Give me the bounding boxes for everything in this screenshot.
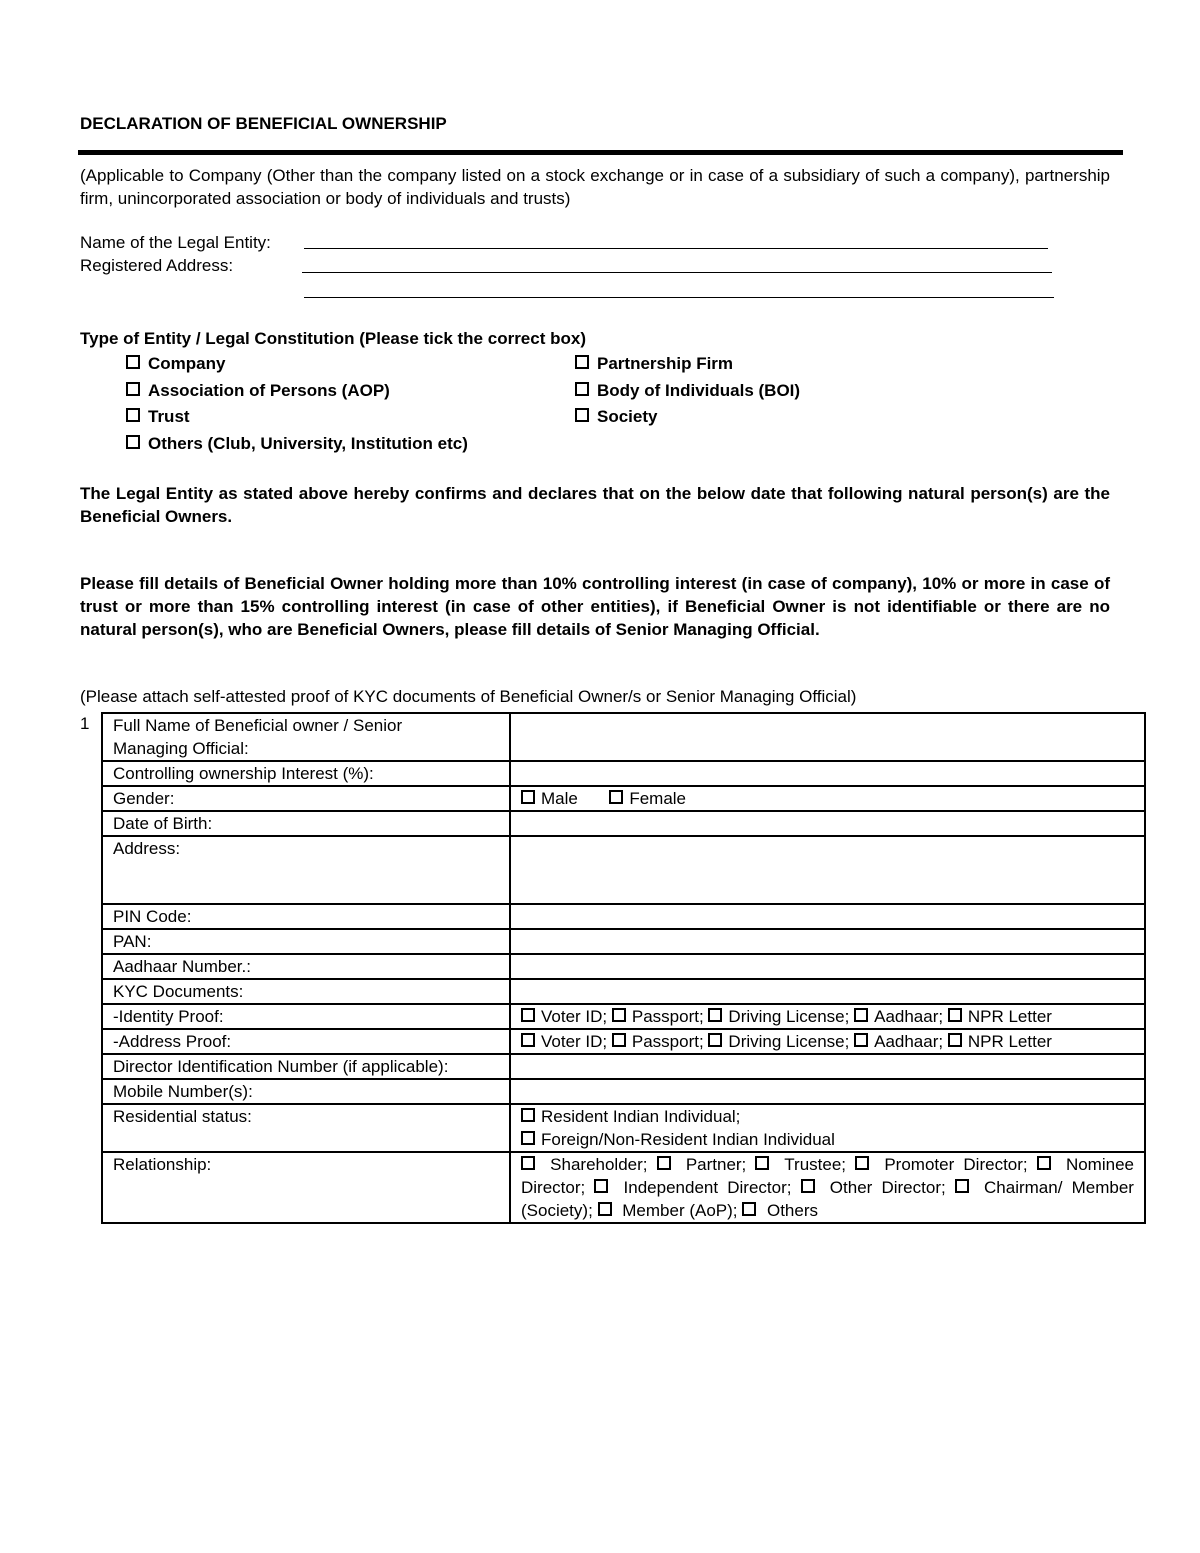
proof-option[interactable]: Aadhaar;: [854, 1007, 943, 1026]
pan-label: PAN:: [102, 929, 510, 954]
checkbox-icon[interactable]: [521, 1156, 535, 1170]
checkbox-icon[interactable]: [594, 1179, 608, 1193]
table-row: [102, 979, 1145, 1004]
relationship-option[interactable]: Other Director;: [801, 1178, 946, 1197]
full-name-input[interactable]: [510, 713, 1145, 761]
checkbox-icon[interactable]: [1037, 1156, 1051, 1170]
legal-entity-label: Name of the Legal Entity:: [80, 233, 271, 252]
instructions-text: Please fill details of Beneficial Owner holding more than 10% controlling interest (in case of company), 10% or more in case of trust or more than 15% controlling interest (in case of other entities), if Beneficial Owner is not identifiable or there are no natural person(s), who are Beneficial Owners, please fill details of Senior Managing Official.: [80, 574, 1110, 639]
din-label: Director Identification Number (if applicable):: [102, 1054, 510, 1079]
checkbox-icon[interactable]: [598, 1202, 612, 1216]
checkbox-icon[interactable]: [126, 408, 140, 422]
proof-option[interactable]: Passport;: [612, 1032, 704, 1051]
checkbox-icon[interactable]: [755, 1156, 769, 1170]
table-row: [102, 1029, 1145, 1054]
controlling-interest-label: Controlling ownership Interest (%):: [102, 761, 510, 786]
mobile-input[interactable]: [510, 1079, 1145, 1104]
kyc-label: KYC Documents:: [102, 979, 510, 1004]
aadhaar-input[interactable]: [510, 954, 1145, 979]
checkbox-icon[interactable]: [948, 1008, 962, 1022]
identity-proof-options: [510, 1004, 1145, 1029]
table-row: [102, 954, 1145, 979]
applicability-text: (Applicable to Company (Other than the company listed on a stock exchange or in case of a subsidiary of such a company), partnership firm, unincorporated association or body of individuals and trusts): [80, 166, 1110, 208]
checkbox-icon[interactable]: [708, 1033, 722, 1047]
address-input[interactable]: [510, 836, 1145, 904]
identity-proof-label: -Identity Proof:: [102, 1004, 510, 1029]
checkbox-icon[interactable]: [575, 355, 589, 369]
option-boi[interactable]: Body of Individuals (BOI): [575, 381, 800, 401]
table-row: [102, 1004, 1145, 1029]
proof-option[interactable]: Voter ID;: [521, 1007, 607, 1026]
checkbox-icon[interactable]: [955, 1179, 969, 1193]
entity-type-heading: Type of Entity / Legal Constitution (Please tick the correct box): [80, 329, 586, 348]
proof-option[interactable]: Driving License;: [708, 1032, 849, 1051]
table-row: [102, 1054, 1145, 1079]
aadhaar-label: Aadhaar Number.:: [102, 954, 510, 979]
checkbox-icon[interactable]: [575, 382, 589, 396]
proof-option[interactable]: Voter ID;: [521, 1032, 607, 1051]
checkbox-icon[interactable]: [801, 1179, 815, 1193]
checkbox-icon[interactable]: [854, 1033, 868, 1047]
registered-address-input-line-2[interactable]: [304, 297, 1054, 298]
checkbox-icon[interactable]: [126, 382, 140, 396]
relationship-option[interactable]: Promoter Director;: [855, 1155, 1027, 1174]
proof-option[interactable]: Driving License;: [708, 1007, 849, 1026]
checkbox-icon[interactable]: [521, 1033, 535, 1047]
gender-female-option[interactable]: Female: [609, 789, 686, 808]
table-row: [102, 786, 1145, 811]
attach-note: (Please attach self-attested proof of KYC documents of Beneficial Owner/s or Senior Managing Official): [80, 687, 857, 706]
legal-entity-row: [80, 231, 271, 254]
table-row: [102, 1152, 1145, 1223]
checkbox-icon[interactable]: [521, 790, 535, 804]
checkbox-icon[interactable]: [521, 1008, 535, 1022]
dob-input[interactable]: [510, 811, 1145, 836]
address-proof-label: -Address Proof:: [102, 1029, 510, 1054]
dob-label: Date of Birth:: [102, 811, 510, 836]
gender-options: [510, 786, 1145, 811]
checkbox-icon[interactable]: [948, 1033, 962, 1047]
proof-option[interactable]: NPR Letter: [948, 1007, 1052, 1026]
gender-male-option[interactable]: Male: [521, 789, 578, 808]
relationship-options: [510, 1152, 1145, 1223]
kyc-input[interactable]: [510, 979, 1145, 1004]
full-name-label: Full Name of Beneficial owner / Senior Managing Official:: [102, 713, 510, 761]
relationship-option[interactable]: Partner;: [657, 1155, 747, 1174]
registered-address-label: Registered Address:: [80, 256, 234, 275]
option-society[interactable]: Society: [575, 407, 657, 427]
registered-address-row: [80, 254, 233, 277]
option-others[interactable]: Others (Club, University, Institution etc): [126, 434, 468, 454]
checkbox-icon[interactable]: [126, 435, 140, 449]
row-number: 1: [80, 714, 90, 733]
table-row: [102, 761, 1145, 786]
option-trust[interactable]: Trust: [126, 407, 190, 427]
checkbox-icon[interactable]: [521, 1131, 535, 1145]
residential-option[interactable]: Resident Indian Individual;: [521, 1105, 1134, 1128]
checkbox-icon[interactable]: [708, 1008, 722, 1022]
table-row: [102, 904, 1145, 929]
option-aop[interactable]: Association of Persons (AOP): [126, 381, 390, 401]
relationship-option[interactable]: Member (AoP);: [598, 1201, 738, 1220]
checkbox-icon[interactable]: [742, 1202, 756, 1216]
registered-address-input-line-1[interactable]: [302, 272, 1052, 273]
mobile-label: Mobile Number(s):: [102, 1079, 510, 1104]
option-company[interactable]: Company: [126, 354, 225, 374]
address-proof-options: [510, 1029, 1145, 1054]
checkbox-icon[interactable]: [126, 355, 140, 369]
relationship-option[interactable]: Chairman/ Member (Society);: [521, 1178, 1134, 1220]
legal-entity-input-line[interactable]: [304, 248, 1048, 249]
checkbox-icon[interactable]: [854, 1008, 868, 1022]
table-row: [102, 713, 1145, 761]
pin-label: PIN Code:: [102, 904, 510, 929]
checkbox-icon[interactable]: [657, 1156, 671, 1170]
proof-option[interactable]: Aadhaar;: [854, 1032, 943, 1051]
pin-input[interactable]: [510, 904, 1145, 929]
proof-option[interactable]: Passport;: [612, 1007, 704, 1026]
address-label: Address:: [102, 836, 510, 904]
residential-status-label: Residential status:: [102, 1104, 510, 1152]
pan-input[interactable]: [510, 929, 1145, 954]
checkbox-icon[interactable]: [612, 1033, 626, 1047]
title-divider: [78, 150, 1123, 155]
din-input[interactable]: [510, 1054, 1145, 1079]
relationship-option[interactable]: Trustee;: [755, 1155, 846, 1174]
checkbox-icon[interactable]: [855, 1156, 869, 1170]
relationship-option[interactable]: Nominee Director;: [521, 1155, 1134, 1197]
checkbox-icon[interactable]: [521, 1108, 535, 1122]
controlling-interest-input[interactable]: [510, 761, 1145, 786]
option-partnership-firm[interactable]: Partnership Firm: [575, 354, 733, 374]
form-title: DECLARATION OF BENEFICIAL OWNERSHIP: [80, 114, 447, 133]
residential-status-options: [510, 1104, 1145, 1152]
table-row: [102, 1104, 1145, 1152]
table-row: [102, 929, 1145, 954]
table-row: [102, 1079, 1145, 1104]
residential-option[interactable]: Foreign/Non-Resident Indian Individual: [521, 1128, 1134, 1151]
relationship-option[interactable]: Shareholder;: [521, 1155, 648, 1174]
table-row: [102, 811, 1145, 836]
gender-label: Gender:: [102, 786, 510, 811]
proof-option[interactable]: NPR Letter: [948, 1032, 1052, 1051]
table-row: [102, 836, 1145, 904]
relationship-option[interactable]: Independent Director;: [594, 1178, 791, 1197]
confirmation-text: The Legal Entity as stated above hereby confirms and declares that on the below date that following natural person(s) are the Beneficial Owners.: [80, 484, 1110, 526]
relationship-label: Relationship:: [102, 1152, 510, 1223]
relationship-option[interactable]: Others: [742, 1201, 818, 1220]
checkbox-icon[interactable]: [575, 408, 589, 422]
beneficial-owner-table: [101, 712, 1146, 1224]
checkbox-icon[interactable]: [612, 1008, 626, 1022]
checkbox-icon[interactable]: [609, 790, 623, 804]
